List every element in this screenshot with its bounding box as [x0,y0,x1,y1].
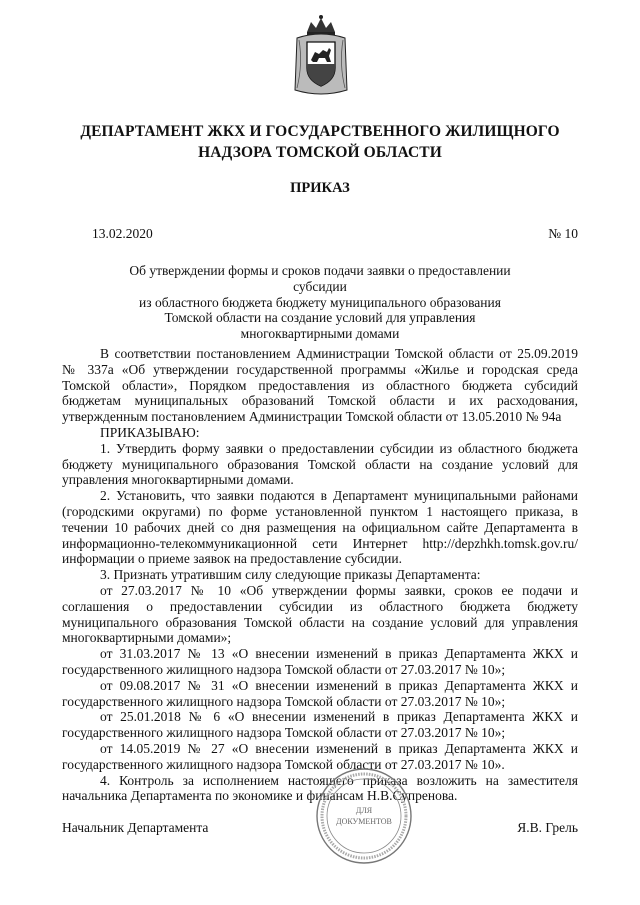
order-date: 13.02.2020 [92,226,153,241]
order-subject [110,263,530,342]
department-line-1: ДЕПАРТАМЕНТ ЖКХ И ГОСУДАРСТВЕННОГО ЖИЛИЩНОГО [80,123,560,140]
paragraph-repealed-order: от 31.03.2017 № 13 «О внесении изменений в приказ Департамента ЖКХ и государственного жилищного надзора Томской области от 27.03.2017 № 10»; [62,646,578,677]
paragraph-item-2: 2. Установить, что заявки подаются в Департамент муниципальными районами (городскими округами) по форме установленной пунктом 1 настоящего приказа, в течении 10 рабочих дней со дня размещения на официальном сайте Департамента в информационно-телекоммуникационной сети Интернет http://depzhkh.tomsk.gov.ru/ информации о приеме заявок на предоставление субсидии. [62,488,578,567]
subject-line: Об утверждении формы и сроков подачи заявки о предоставлении субсидии [129,263,511,294]
stamp-line-2: ДОКУМЕНТОВ [336,817,392,826]
paragraph-repealed-order: от 14.05.2019 № 27 «О внесении изменений в приказ Департамента ЖКХ и государственного жилищного надзора Томской области от 27.03.2017 № 10». [62,740,578,772]
order-body [62,346,578,804]
paragraph-order-word: ПРИКАЗЫВАЮ: [100,424,200,440]
department-name [40,121,600,163]
paragraph-repealed-order: от 25.01.2018 № 6 «О внесении изменений в приказ Департамента ЖКХ и государственного жилищного надзора Томской области от 27.03.2017 № 10»; [62,709,578,741]
paragraph-repealed-order: от 27.03.2017 № 10 «Об утверждении формы заявки, сроков ее подачи и соглашения о предоставлении субсидии из областного бюджета бюджету муниципального образования Томской области на создание условий для управления многоквартирными домами»; [62,582,578,646]
signature-name: Я.В. Грель [517,820,578,835]
subject-line: Томской области на создание условий для управления [164,310,476,326]
official-stamp [314,766,414,866]
order-title: ПРИКАЗ [290,180,350,196]
paragraph-repealed-order: от 09.08.2017 № 31 «О внесении изменений в приказ Департамента ЖКХ и государственного жилищного надзора Томской области от 27.03.2017 № 10»; [62,677,578,709]
subject-line: многоквартирными домами [240,326,400,342]
subject-line: из областного бюджета бюджету муниципального образования [139,294,501,310]
signature-role: Начальник Департамента [62,820,209,835]
paragraph-item-3: 3. Признать утратившим силу следующие приказы Департамента: [100,567,481,583]
coat-of-arms-icon [293,14,349,98]
stamp-line-1: ДЛЯ [355,806,373,815]
department-line-2: НАДЗОРА ТОМСКОЙ ОБЛАСТИ [198,144,442,161]
paragraph-item-4: 4. Контроль за исполнением настоящего приказа возложить на заместителя начальника Департамента по экономике и финансам Н.В.Супренова. [62,772,578,804]
paragraph-item-1: 1. Утвердить форму заявки о предоставлении субсидии из областного бюджета бюджету муниципального образования Томской области на создание условий для управления многоквартирными домами. [62,440,578,488]
order-number: № 10 [548,226,578,241]
paragraph-preamble: В соответствии постановлением Администрации Томской области от 25.09.2019 № 337а «Об утверждении государственной программы «Жилье и городская среда Томской области», Порядком предоставления из областного бюджета субсидий бюджетам муниципальных образований Томской области и их расходования, утвержденным постановлением Администрации Томской области от 13.05.2010 № 94а [62,346,578,425]
